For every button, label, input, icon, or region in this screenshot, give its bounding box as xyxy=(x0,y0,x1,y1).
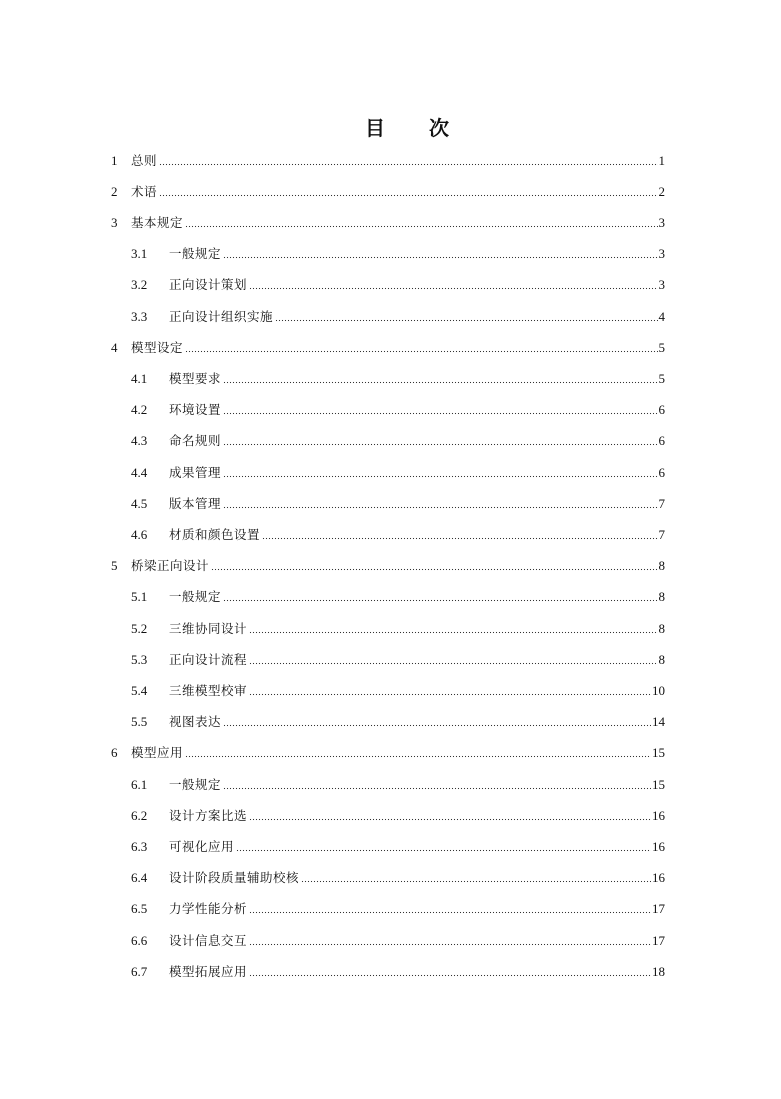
toc-entry-page-number: 15 xyxy=(652,776,665,792)
toc-entry-number: 4.2 xyxy=(131,402,148,418)
toc-entry[interactable] xyxy=(131,831,665,862)
toc-dot-leader xyxy=(223,405,657,415)
toc-entry[interactable] xyxy=(111,176,665,207)
toc-entry[interactable] xyxy=(131,270,665,301)
toc-entry-page-number: 16 xyxy=(652,807,665,823)
toc-entry-page-number: 6 xyxy=(658,464,665,480)
toc-entry[interactable] xyxy=(131,925,665,956)
toc-entry[interactable] xyxy=(131,239,665,270)
toc-entry-number: 6.3 xyxy=(131,838,148,854)
toc-entry-number: 5.4 xyxy=(131,682,148,698)
toc-dot-leader xyxy=(249,624,657,634)
toc-entry[interactable] xyxy=(111,207,665,238)
toc-dot-leader xyxy=(249,967,651,977)
toc-entry-number: 6.6 xyxy=(131,932,148,948)
toc-entry-title: 模型应用 xyxy=(131,745,184,761)
toc-entry-page-number: 18 xyxy=(652,963,665,979)
toc-dot-leader xyxy=(185,343,657,353)
toc-entry[interactable] xyxy=(111,738,665,769)
toc-dot-leader xyxy=(223,249,657,259)
toc-entry-number: 5.1 xyxy=(131,589,148,605)
toc-entry-number: 3.1 xyxy=(131,246,148,262)
toc-entry[interactable] xyxy=(131,519,665,550)
toc-entry-number: 4.4 xyxy=(131,464,148,480)
toc-entry-number: 2 xyxy=(111,183,118,199)
toc-entry-page-number: 4 xyxy=(658,308,665,324)
toc-entry[interactable] xyxy=(131,800,665,831)
toc-dot-leader xyxy=(223,592,657,602)
toc-entry-title: 力学性能分析 xyxy=(169,901,248,917)
toc-entry[interactable] xyxy=(111,332,665,363)
toc-dot-leader xyxy=(211,561,657,571)
toc-entry[interactable] xyxy=(131,363,665,394)
toc-dot-leader xyxy=(223,436,657,446)
toc-entry-number: 5.2 xyxy=(131,620,148,636)
toc-entry-page-number: 8 xyxy=(658,620,665,636)
toc-entry-page-number: 8 xyxy=(658,589,665,605)
toc-entry[interactable] xyxy=(131,863,665,894)
toc-entry-title: 模型设定 xyxy=(131,339,184,355)
toc-entry-page-number: 5 xyxy=(658,370,665,386)
toc-entry[interactable] xyxy=(131,582,665,613)
toc-entry-title: 一般规定 xyxy=(169,246,222,262)
toc-dot-leader xyxy=(249,936,651,946)
toc-entry-page-number: 8 xyxy=(658,651,665,667)
toc-dot-leader xyxy=(159,187,657,197)
toc-entry[interactable] xyxy=(131,426,665,457)
toc-entry-number: 4.1 xyxy=(131,370,148,386)
toc-entry-page-number: 8 xyxy=(658,558,665,574)
toc-entry-number: 6 xyxy=(111,745,118,761)
toc-entry-page-number: 7 xyxy=(658,526,665,542)
toc-entry[interactable] xyxy=(131,956,665,987)
toc-entry[interactable] xyxy=(131,488,665,519)
toc-entry-title: 桥梁正向设计 xyxy=(131,558,210,574)
toc-entry-page-number: 6 xyxy=(658,433,665,449)
toc-dot-leader xyxy=(159,156,657,166)
toc-entry-page-number: 10 xyxy=(652,682,665,698)
toc-entry-page-number: 2 xyxy=(658,183,665,199)
toc-entry-number: 4.6 xyxy=(131,526,148,542)
toc-dot-leader xyxy=(223,780,651,790)
toc-entry-title: 设计信息交互 xyxy=(169,932,248,948)
toc-dot-leader xyxy=(185,218,657,228)
toc-dot-leader xyxy=(223,374,657,384)
toc-entry-number: 6.2 xyxy=(131,807,148,823)
toc-entry-title: 基本规定 xyxy=(131,214,184,230)
toc-entry-number: 3.3 xyxy=(131,308,148,324)
toc-dot-leader xyxy=(223,499,657,509)
toc-entry-title: 一般规定 xyxy=(169,589,222,605)
toc-entry-page-number: 16 xyxy=(652,870,665,886)
toc-entry-title: 模型要求 xyxy=(169,370,222,386)
toc-dot-leader xyxy=(262,530,657,540)
toc-entry[interactable] xyxy=(131,707,665,738)
toc-entry-title: 视图表达 xyxy=(169,714,222,730)
toc-entry-page-number: 1 xyxy=(658,152,665,168)
toc-entry-page-number: 3 xyxy=(658,246,665,262)
toc-entry-page-number: 6 xyxy=(658,402,665,418)
toc-dot-leader xyxy=(249,686,651,696)
toc-dot-leader xyxy=(249,655,657,665)
toc-entry-title: 成果管理 xyxy=(169,464,222,480)
toc-entry-number: 6.1 xyxy=(131,776,148,792)
toc-entry[interactable] xyxy=(131,301,665,332)
toc-entry-number: 4.5 xyxy=(131,495,148,511)
toc-entry-title: 正向设计组织实施 xyxy=(169,308,274,324)
toc-dot-leader xyxy=(223,468,657,478)
toc-entry-title: 可视化应用 xyxy=(169,838,235,854)
toc-entry-number: 5.5 xyxy=(131,714,148,730)
toc-entry-number: 3.2 xyxy=(131,277,148,293)
toc-entry[interactable] xyxy=(131,894,665,925)
toc-entry[interactable] xyxy=(131,613,665,644)
toc-entry-page-number: 7 xyxy=(658,495,665,511)
toc-entry-number: 4 xyxy=(111,339,118,355)
toc-entry-number: 6.7 xyxy=(131,963,148,979)
toc-entry-title: 版本管理 xyxy=(169,495,222,511)
toc-dot-leader xyxy=(275,312,657,322)
toc-entry[interactable] xyxy=(131,769,665,800)
toc-entry-title: 正向设计流程 xyxy=(169,651,248,667)
toc-entry[interactable] xyxy=(131,644,665,675)
toc-entry-title: 环境设置 xyxy=(169,402,222,418)
toc-entry-title: 三维模型校审 xyxy=(169,682,248,698)
toc-entry[interactable] xyxy=(111,145,665,176)
toc-entry-title: 一般规定 xyxy=(169,776,222,792)
toc-entry-number: 1 xyxy=(111,152,118,168)
toc-dot-leader xyxy=(236,842,651,852)
toc-entry-number: 4.3 xyxy=(131,433,148,449)
toc-entry-page-number: 17 xyxy=(652,932,665,948)
toc-entry-number: 6.4 xyxy=(131,870,148,886)
toc-entry[interactable] xyxy=(131,395,665,426)
toc-entry-title: 命名规则 xyxy=(169,433,222,449)
toc-entry[interactable] xyxy=(111,551,665,582)
toc-entry-page-number: 3 xyxy=(658,214,665,230)
toc-entry-page-number: 17 xyxy=(652,901,665,917)
toc-dot-leader xyxy=(249,904,651,914)
toc-entry-page-number: 14 xyxy=(652,714,665,730)
toc-dot-leader xyxy=(223,717,651,727)
toc-entry[interactable] xyxy=(131,675,665,706)
toc-entry-title: 模型拓展应用 xyxy=(169,963,248,979)
toc-entry-page-number: 16 xyxy=(652,838,665,854)
toc-entry-page-number: 3 xyxy=(658,277,665,293)
toc-dot-leader xyxy=(249,811,651,821)
toc-entry-number: 3 xyxy=(111,214,118,230)
toc-entry-title: 总则 xyxy=(131,152,158,168)
toc-entry-title: 设计方案比选 xyxy=(169,807,248,823)
toc-entry-page-number: 5 xyxy=(658,339,665,355)
toc-entry-title: 术语 xyxy=(131,183,158,199)
toc-entry-number: 5 xyxy=(111,558,118,574)
toc-dot-leader xyxy=(249,280,657,290)
toc-entry-page-number: 15 xyxy=(652,745,665,761)
toc-entry-title: 三维协同设计 xyxy=(169,620,248,636)
page-title: 目 次 xyxy=(365,116,461,140)
toc-entry-title: 正向设计策划 xyxy=(169,277,248,293)
toc-dot-leader xyxy=(301,873,651,883)
toc-entry-number: 6.5 xyxy=(131,901,148,917)
toc-entry[interactable] xyxy=(131,457,665,488)
toc-entry-number: 5.3 xyxy=(131,651,148,667)
toc-entry-title: 设计阶段质量辅助校核 xyxy=(169,870,300,886)
toc-dot-leader xyxy=(185,748,651,758)
toc-entry-title: 材质和颜色设置 xyxy=(169,526,261,542)
